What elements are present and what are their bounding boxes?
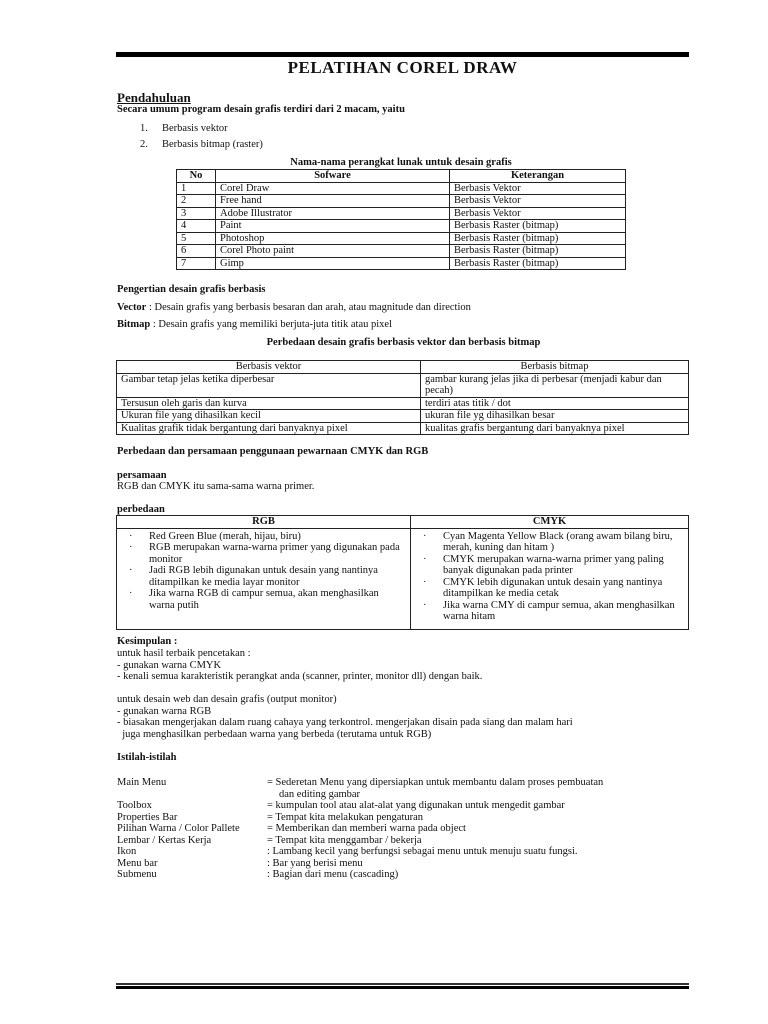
- color-heading: Perbedaan dan persamaan penggunaan pewarnaan CMYK dan RGB: [117, 446, 429, 457]
- table-row: 4 Paint Berbasis Raster (bitmap): [177, 220, 626, 233]
- list-item: · Cyan Magenta Yellow Black (orang awam bilang biru, merah, kuning dan hitam ): [415, 531, 684, 554]
- table-row: Tersusun oleh garis dan kurva terdiri atas titik / dot: [117, 397, 689, 410]
- table-row: [117, 528, 689, 629]
- list-item: · Red Green Blue (merah, hijau, biru): [121, 531, 406, 543]
- bitmap-definition: Bitmap : Desain grafis yang memiliki berjuta-juta titik atau pixel: [117, 319, 392, 330]
- list-item: · CMYK lebih digunakan untuk desain yang nantinya ditampilkan ke media cetak: [415, 577, 684, 600]
- intro-lead: Secara umum program desain grafis terdiri dari 2 macam, yaitu: [117, 104, 405, 115]
- cmyk-list-cell: [411, 528, 689, 629]
- list-item: · Jika warna CMY di campur semua, akan menghasilkan warna hitam: [415, 600, 684, 623]
- software-table: [176, 169, 626, 270]
- term-item: Ikon : Lambang kecil yang berfungsi sebagai menu untuk menuju suatu fungsi.: [117, 846, 578, 857]
- vector-definition: Vector : Desain grafis yang berbasis besaran dan arah, atau magnitude dan direction: [117, 302, 471, 313]
- similarity-text: RGB dan CMYK itu sama-sama warna primer.: [117, 481, 315, 492]
- list-item: · RGB merupakan warna-warna primer yang digunakan pada monitor: [121, 542, 406, 565]
- compare-table: [116, 360, 689, 435]
- term-item: Menu bar : Bar yang berisi menu: [117, 857, 363, 869]
- table-header-row: Berbasis vektor Berbasis bitmap: [117, 361, 689, 374]
- conclusion-heading: Kesimpulan :: [117, 636, 178, 647]
- difference-label: perbedaan: [117, 504, 165, 515]
- table-row: 3 Adobe Illustrator Berbasis Vektor: [177, 207, 626, 220]
- term-item: Submenu : Bagian dari menu (cascading): [117, 869, 399, 880]
- term-item: Pilihan Warna / Color Pallete = Memberikan dan memberi warna pada object: [117, 823, 466, 834]
- table-row: 6 Corel Photo paint Berbasis Raster (bitmap): [177, 245, 626, 258]
- table-header-row: No Sofware Keterangan: [177, 170, 626, 183]
- table-header-row: RGB CMYK: [117, 516, 689, 529]
- cmyk-list: [415, 531, 684, 623]
- software-table-caption: Nama-nama perangkat lunak untuk desain grafis: [290, 157, 512, 168]
- similarity-label: persamaan: [117, 470, 167, 481]
- term-item: Lembar / Kertas Kerja = Tempat kita menggambar / bekerja: [117, 834, 422, 846]
- list-item: · Jadi RGB lebih digunakan untuk desain yang nantinya ditampilkan ke media layar monitor: [121, 565, 406, 588]
- list-item: · Jika warna RGB di campur semua, akan menghasilkan warna putih: [121, 588, 406, 611]
- term-item: Properties Bar = Tempat kita melakukan pengaturan: [117, 811, 424, 823]
- rgb-list-cell: [117, 528, 411, 629]
- table-row: Kualitas grafik tidak bergantung dari banyaknya pixel kualitas grafis bergantung dari banyaknya pixel: [117, 422, 689, 435]
- conclusion-monitor: untuk desain web dan desain grafis (output monitor) - gunakan warna RGB - biasakan mengerjakan dalam ruang cahaya yang terkontrol. mengerjakan disain pada siang dan malam hari juga menghasilkan perbedaan warna yang berbeda (terutama untuk RGB): [117, 694, 573, 740]
- bottom-rule-thick: [116, 986, 689, 989]
- table-row: 1 Corel Draw Berbasis Vektor: [177, 182, 626, 195]
- intro-heading: Pendahuluan: [117, 90, 191, 105]
- table-row: 7 Gimp Berbasis Raster (bitmap): [177, 257, 626, 270]
- table-row: 5 Photoshop Berbasis Raster (bitmap): [177, 232, 626, 245]
- term-item: Toolbox = kumpulan tool atau alat-alat yang digunakan untuk mengedit gambar: [117, 800, 565, 811]
- terms-list: [117, 777, 687, 881]
- compare-table-caption: Perbedaan desain grafis berbasis vektor dan berbasis bitmap: [266, 337, 541, 348]
- rgb-cmyk-table: [116, 515, 689, 630]
- table-row: Gambar tetap jelas ketika diperbesar gambar kurang jelas jika di perbesar (menjadi kabur dan pecah): [117, 373, 689, 397]
- terms-heading: Istilah-istilah: [117, 752, 177, 763]
- list-item: · CMYK merupakan warna-warna primer yang paling banyak digunakan pada printer: [415, 554, 684, 577]
- rgb-list: [121, 531, 406, 612]
- definitions-heading: Pengertian desain grafis berbasis: [117, 284, 266, 295]
- table-row: Ukuran file yang dihasilkan kecil ukuran file yg dihasilkan besar: [117, 410, 689, 423]
- term-item: Main Menu = Sederetan Menu yang dipersiapkan untuk membantu dalam proses pembuatan dan editing gambar: [117, 777, 604, 800]
- table-row: 2 Free hand Berbasis Vektor: [177, 195, 626, 208]
- document-title: PELATIHAN COREL DRAW: [287, 58, 518, 77]
- conclusion-print: untuk hasil terbaik pencetakan : - gunakan warna CMYK - kenali semua karakteristik perangkat anda (scanner, printer, monitor dll) dengan baik.: [117, 648, 483, 682]
- intro-list-item: 2. Berbasis bitmap (raster): [140, 139, 263, 150]
- top-rule: [116, 52, 689, 57]
- intro-list-item: 1. Berbasis vektor: [140, 123, 228, 134]
- bottom-rule: [116, 983, 689, 985]
